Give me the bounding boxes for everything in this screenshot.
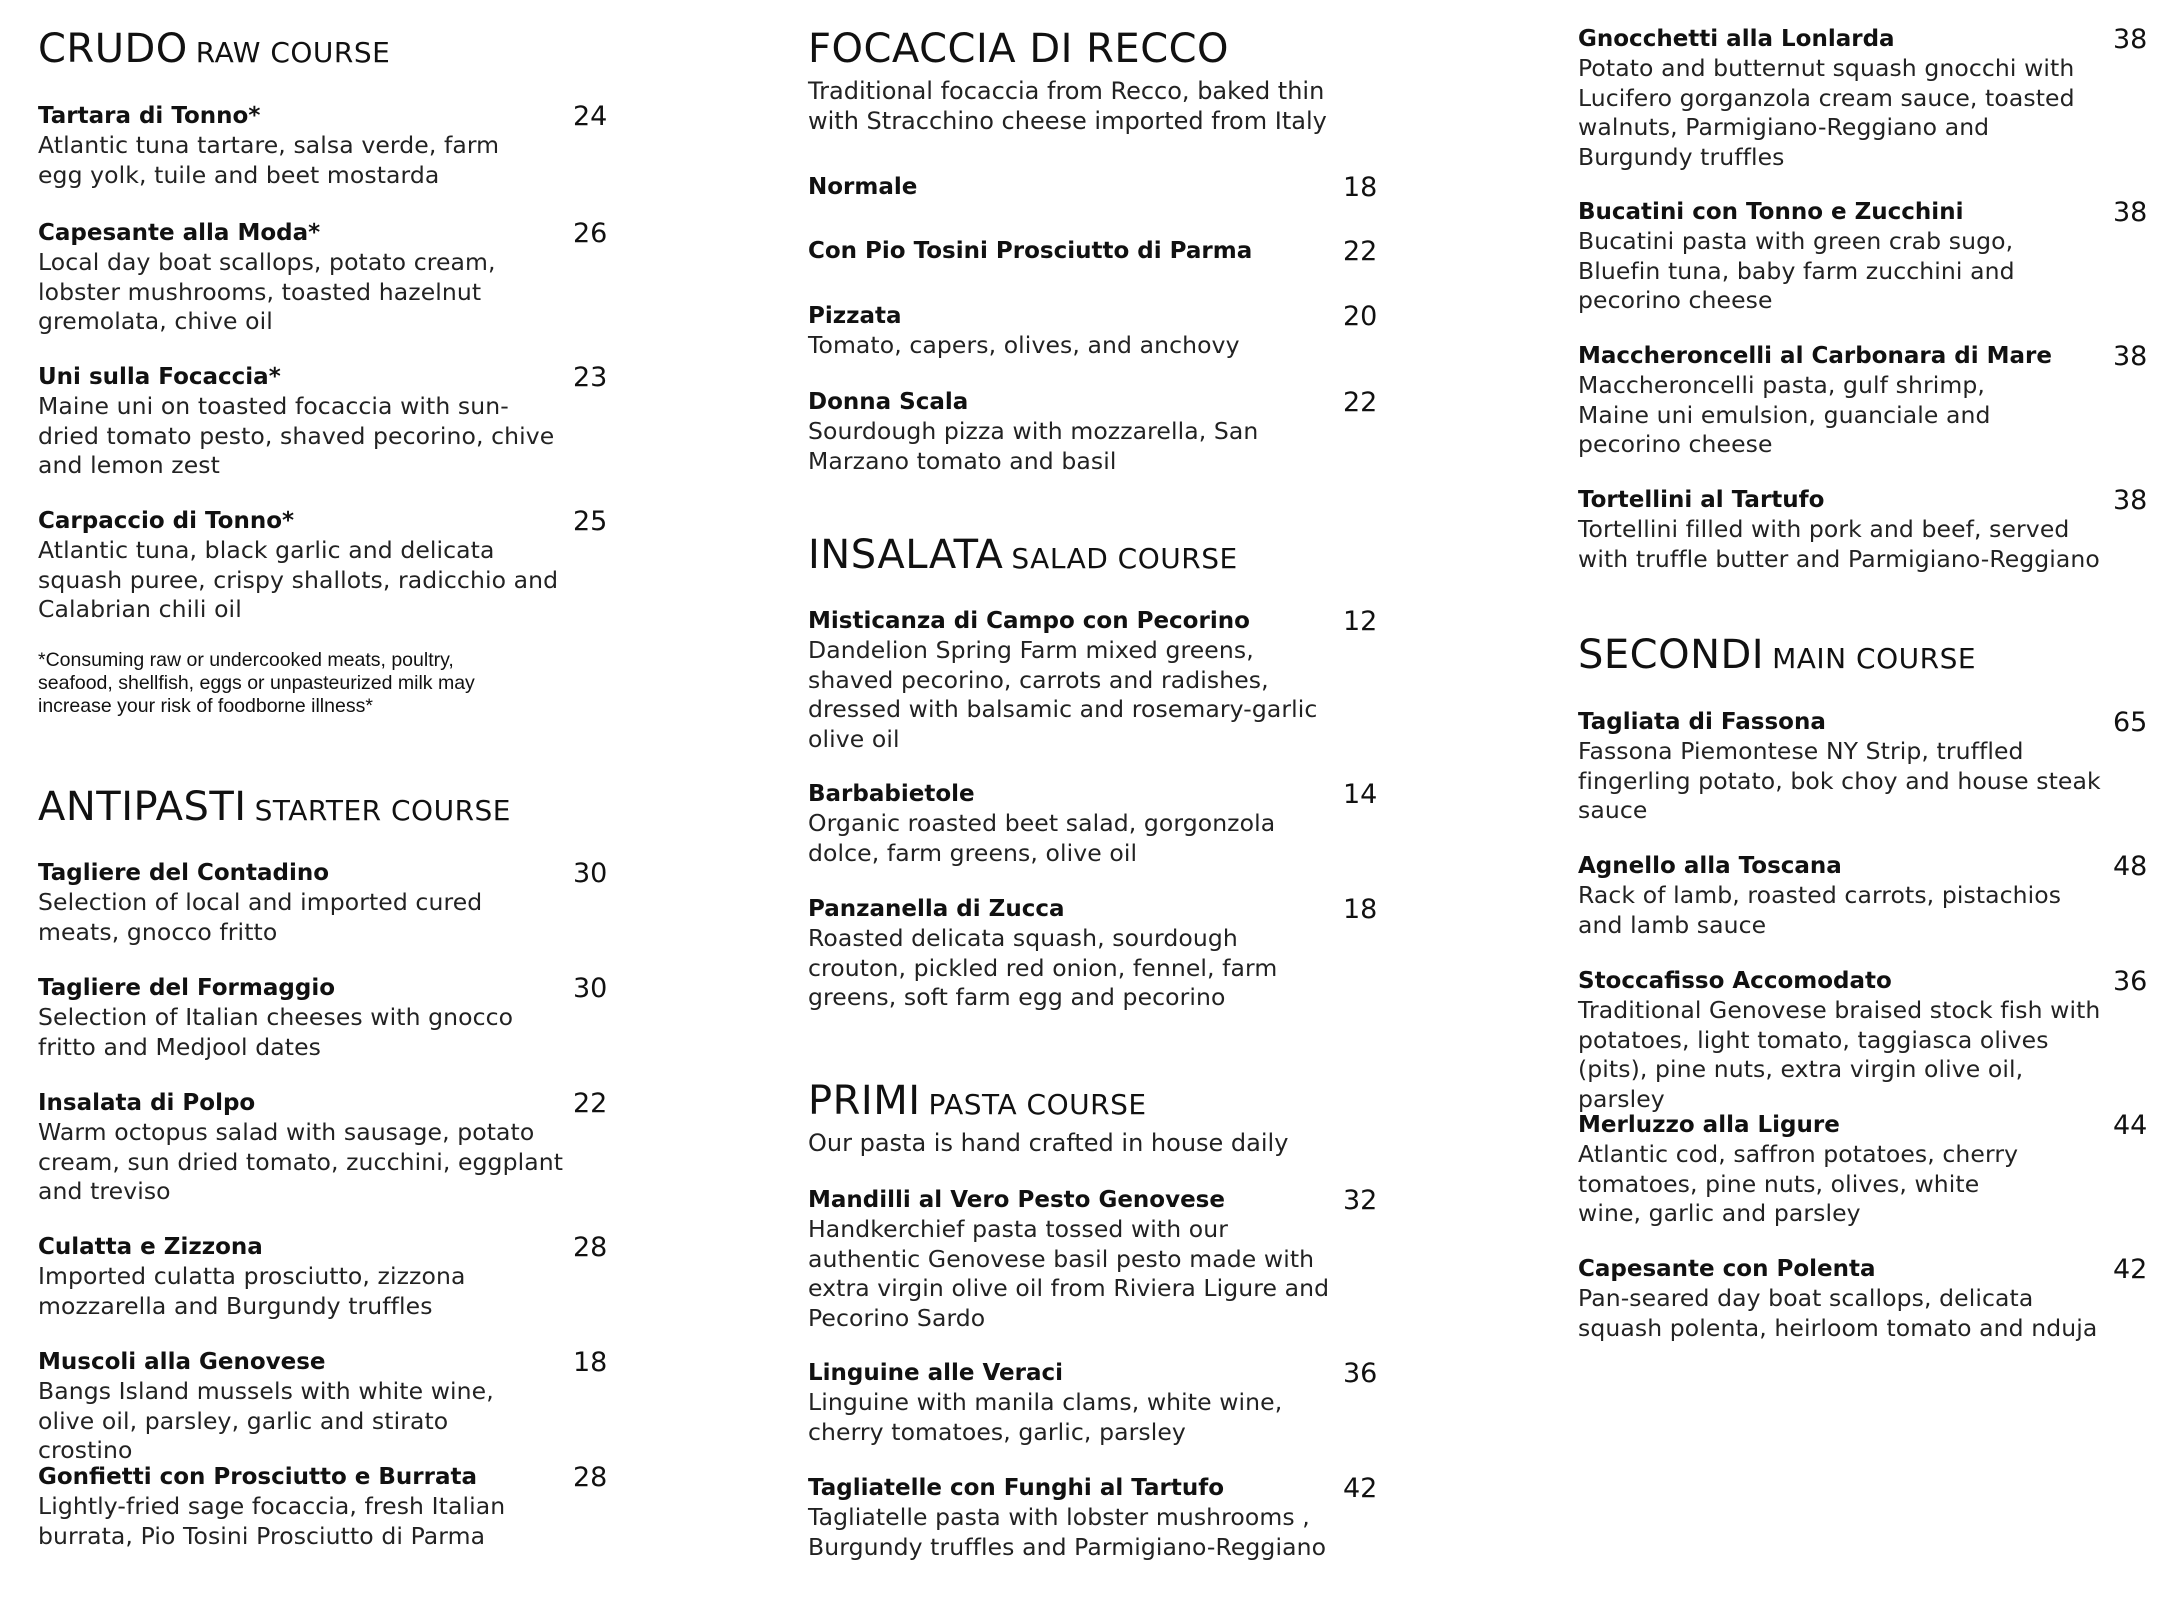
item-name: Capesante alla Moda* — [38, 220, 321, 246]
menu-item — [1578, 197, 2158, 316]
menu-item — [808, 1473, 1388, 1562]
item-description: Atlantic cod, saffron potatoes, cherry tomatoes, pine nuts, olives, white wine, garlic and parsley — [1578, 1140, 2019, 1227]
item-description: Handkerchief pasta tossed with our authentic Genovese basil pesto made with extra virgin olive oil from Riviera Ligure and Pecorino Sardo — [808, 1215, 1330, 1332]
section-title: CRUDO — [38, 26, 188, 72]
item-name: Tagliata di Fassona — [1578, 709, 1826, 735]
item-name: Misticanza di Campo con Pecorino — [808, 608, 1250, 634]
menu-item — [38, 858, 618, 947]
item-name: Culatta e Zizzona — [38, 1234, 263, 1260]
raw-food-disclaimer: *Consuming raw or undercooked meats, poultry, seafood, shellfish, eggs or unpasteurized milk may increase your risk of foodborne illness* — [38, 649, 475, 717]
item-description: Bucatini pasta with green crab sugo, Bluefin tuna, baby farm zucchini and pecorino cheese — [1578, 227, 2015, 314]
item-price: 28 — [573, 1462, 608, 1493]
section-description: Our pasta is hand crafted in house daily — [808, 1129, 1289, 1157]
item-name: Mandilli al Vero Pesto Genovese — [808, 1187, 1225, 1213]
item-name: Donna Scala — [808, 389, 969, 415]
item-name: Tagliere del Formaggio — [38, 975, 336, 1001]
item-name: Tagliere del Contadino — [38, 860, 330, 886]
item-price: 42 — [2113, 1254, 2148, 1285]
section-title: INSALATA — [808, 532, 1004, 578]
item-price: 42 — [1343, 1473, 1378, 1504]
item-description: Atlantic tuna tartare, salsa verde, farm egg yolk, tuile and beet mostarda — [38, 131, 500, 189]
menu-item — [808, 301, 1388, 361]
section-subtitle: PASTA COURSE — [928, 1088, 1147, 1121]
menu-item — [38, 218, 618, 337]
section-title: FOCACCIA DI RECCO — [808, 26, 1230, 72]
menu-item — [808, 779, 1388, 868]
section-focaccia — [808, 26, 1388, 136]
menu-item — [38, 1347, 618, 1466]
item-price: 65 — [2113, 707, 2148, 738]
item-price: 22 — [1343, 236, 1378, 267]
menu-item — [1578, 341, 2158, 460]
item-description: Traditional Genovese braised stock fish with potatoes, light tomato, taggiasca olives (pits), pine nuts, extra virgin olive oil, parsley — [1578, 996, 2101, 1113]
item-name: Muscoli alla Genovese — [38, 1349, 326, 1375]
section-subtitle: STARTER COURSE — [254, 794, 511, 827]
item-description: Imported culatta prosciutto, zizzona mozzarella and Burgundy truffles — [38, 1262, 466, 1320]
item-price: 22 — [1343, 387, 1378, 418]
item-name: Insalata di Polpo — [38, 1090, 256, 1116]
item-name: Tagliatelle con Funghi al Tartufo — [808, 1475, 1224, 1501]
item-price: 22 — [573, 1088, 608, 1119]
item-description: Dandelion Spring Farm mixed greens, shaved pecorino, carrots and radishes, dressed with balsamic and rosemary-garlic olive oil — [808, 636, 1318, 753]
section-crudo — [38, 26, 618, 72]
item-description: Tagliatelle pasta with lobster mushrooms , Burgundy truffles and Parmigiano-Reggiano — [808, 1503, 1327, 1561]
item-price: 18 — [1343, 172, 1378, 203]
item-name: Gonfietti con Prosciutto e Burrata — [38, 1464, 478, 1490]
item-price: 12 — [1343, 606, 1378, 637]
item-description: Potato and butternut squash gnocchi with Lucifero gorganzola cream sauce, toasted walnuts, Parmigiano-Reggiano and Burgundy truffles — [1578, 54, 2075, 171]
menu-item — [1578, 851, 2158, 940]
item-name: Panzanella di Zucca — [808, 896, 1065, 922]
menu-item — [808, 1358, 1388, 1447]
menu-item — [38, 1088, 618, 1207]
item-description: Organic roasted beet salad, gorgonzola dolce, farm greens, olive oil — [808, 809, 1276, 867]
item-name: Tortellini al Tartufo — [1578, 487, 1825, 513]
menu-item — [38, 1232, 618, 1321]
item-price: 32 — [1343, 1185, 1378, 1216]
item-price: 38 — [2113, 24, 2148, 55]
menu-item — [808, 172, 1388, 202]
item-price: 48 — [2113, 851, 2148, 882]
menu-item — [808, 236, 1388, 266]
item-name: Uni sulla Focaccia* — [38, 364, 281, 390]
menu-item — [808, 1185, 1388, 1333]
item-name: Carpaccio di Tonno* — [38, 508, 295, 534]
item-price: 36 — [2113, 966, 2148, 997]
item-description: Fassona Piemontese NY Strip, truffled fingerling potato, bok choy and house steak sauce — [1578, 737, 2101, 824]
item-name: Capesante con Polenta — [1578, 1256, 1876, 1282]
item-name: Pizzata — [808, 303, 902, 329]
menu-item — [38, 101, 618, 190]
item-name: Agnello alla Toscana — [1578, 853, 1842, 879]
menu-item — [1578, 1110, 2158, 1229]
item-description: Selection of Italian cheeses with gnocco fritto and Medjool dates — [38, 1003, 514, 1061]
item-price: 38 — [2113, 485, 2148, 516]
menu-item — [1578, 1254, 2158, 1343]
section-title: ANTIPASTI — [38, 784, 247, 830]
menu-item — [1578, 966, 2158, 1114]
item-description: Roasted delicata squash, sourdough crouton, pickled red onion, fennel, farm greens, soft farm egg and pecorino — [808, 924, 1278, 1011]
item-description: Sourdough pizza with mozzarella, San Marzano tomato and basil — [808, 417, 1259, 475]
item-name: Bucatini con Tonno e Zucchini — [1578, 199, 1964, 225]
item-description: Linguine with manila clams, white wine, cherry tomatoes, garlic, parsley — [808, 1388, 1283, 1446]
item-description: Local day boat scallops, potato cream, lobster mushrooms, toasted hazelnut gremolata, chive oil — [38, 248, 496, 335]
item-description: Maine uni on toasted focaccia with sun-dried tomato pesto, shaved pecorino, chive and lemon zest — [38, 392, 555, 479]
item-name: Tartara di Tonno* — [38, 103, 261, 129]
item-description: Rack of lamb, roasted carrots, pistachios and lamb sauce — [1578, 881, 2062, 939]
item-name: Normale — [808, 174, 918, 200]
item-name: Barbabietole — [808, 781, 975, 807]
item-description: Tortellini filled with pork and beef, served with truffle butter and Parmigiano-Reggiano — [1578, 515, 2100, 573]
section-primi — [808, 1078, 1388, 1158]
item-name: Stoccafisso Accomodato — [1578, 968, 1892, 994]
section-title: PRIMI — [808, 1078, 921, 1124]
item-description: Maccheroncelli pasta, gulf shrimp, Maine uni emulsion, guanciale and pecorino cheese — [1578, 371, 1991, 458]
item-price: 30 — [573, 858, 608, 889]
item-description: Tomato, capers, olives, and anchovy — [808, 331, 1240, 359]
menu-item — [38, 362, 618, 481]
menu-item — [1578, 24, 2158, 172]
item-price: 28 — [573, 1232, 608, 1263]
item-description: Pan-seared day boat scallops, delicata squash polenta, heirloom tomato and nduja — [1578, 1284, 2098, 1342]
menu-item — [38, 506, 618, 625]
item-description: Lightly-fried sage focaccia, fresh Italian burrata, Pio Tosini Prosciutto di Parma — [38, 1492, 506, 1550]
item-name: Merluzzo alla Ligure — [1578, 1112, 1840, 1138]
item-price: 18 — [573, 1347, 608, 1378]
menu-item — [1578, 485, 2158, 574]
item-name: Con Pio Tosini Prosciutto di Parma — [808, 238, 1253, 264]
section-antipasti — [38, 784, 618, 830]
section-title: SECONDI — [1578, 632, 1765, 678]
item-price: 38 — [2113, 341, 2148, 372]
section-subtitle: MAIN COURSE — [1772, 642, 1977, 675]
section-subtitle: RAW COURSE — [195, 36, 391, 69]
item-price: 14 — [1343, 779, 1378, 810]
item-description: Bangs Island mussels with white wine, olive oil, parsley, garlic and stirato crostino — [38, 1377, 494, 1464]
section-secondi — [1578, 632, 2158, 678]
item-price: 24 — [573, 101, 608, 132]
item-description: Atlantic tuna, black garlic and delicata squash puree, crispy shallots, radicchio and Calabrian chili oil — [38, 536, 559, 623]
menu-item — [38, 973, 618, 1062]
section-description: Traditional focaccia from Recco, baked thin with Stracchino cheese imported from Italy — [808, 77, 1327, 135]
item-name: Maccheroncelli al Carbonara di Mare — [1578, 343, 2052, 369]
item-price: 38 — [2113, 197, 2148, 228]
item-price: 18 — [1343, 894, 1378, 925]
item-price: 20 — [1343, 301, 1378, 332]
menu-item — [808, 606, 1388, 754]
section-subtitle: SALAD COURSE — [1011, 542, 1238, 575]
item-price: 25 — [573, 506, 608, 537]
item-price: 36 — [1343, 1358, 1378, 1389]
item-price: 30 — [573, 973, 608, 1004]
item-price: 23 — [573, 362, 608, 393]
menu-item — [808, 387, 1388, 476]
item-description: Warm octopus salad with sausage, potato cream, sun dried tomato, zucchini, eggplant and treviso — [38, 1118, 564, 1205]
section-insalata — [808, 532, 1388, 578]
item-description: Selection of local and imported cured meats, gnocco fritto — [38, 888, 483, 946]
item-name: Gnocchetti alla Lonlarda — [1578, 26, 1895, 52]
menu-item — [1578, 707, 2158, 826]
item-price: 44 — [2113, 1110, 2148, 1141]
item-name: Linguine alle Veraci — [808, 1360, 1064, 1386]
item-price: 26 — [573, 218, 608, 249]
menu-item — [808, 894, 1388, 1013]
menu-item — [38, 1462, 618, 1551]
